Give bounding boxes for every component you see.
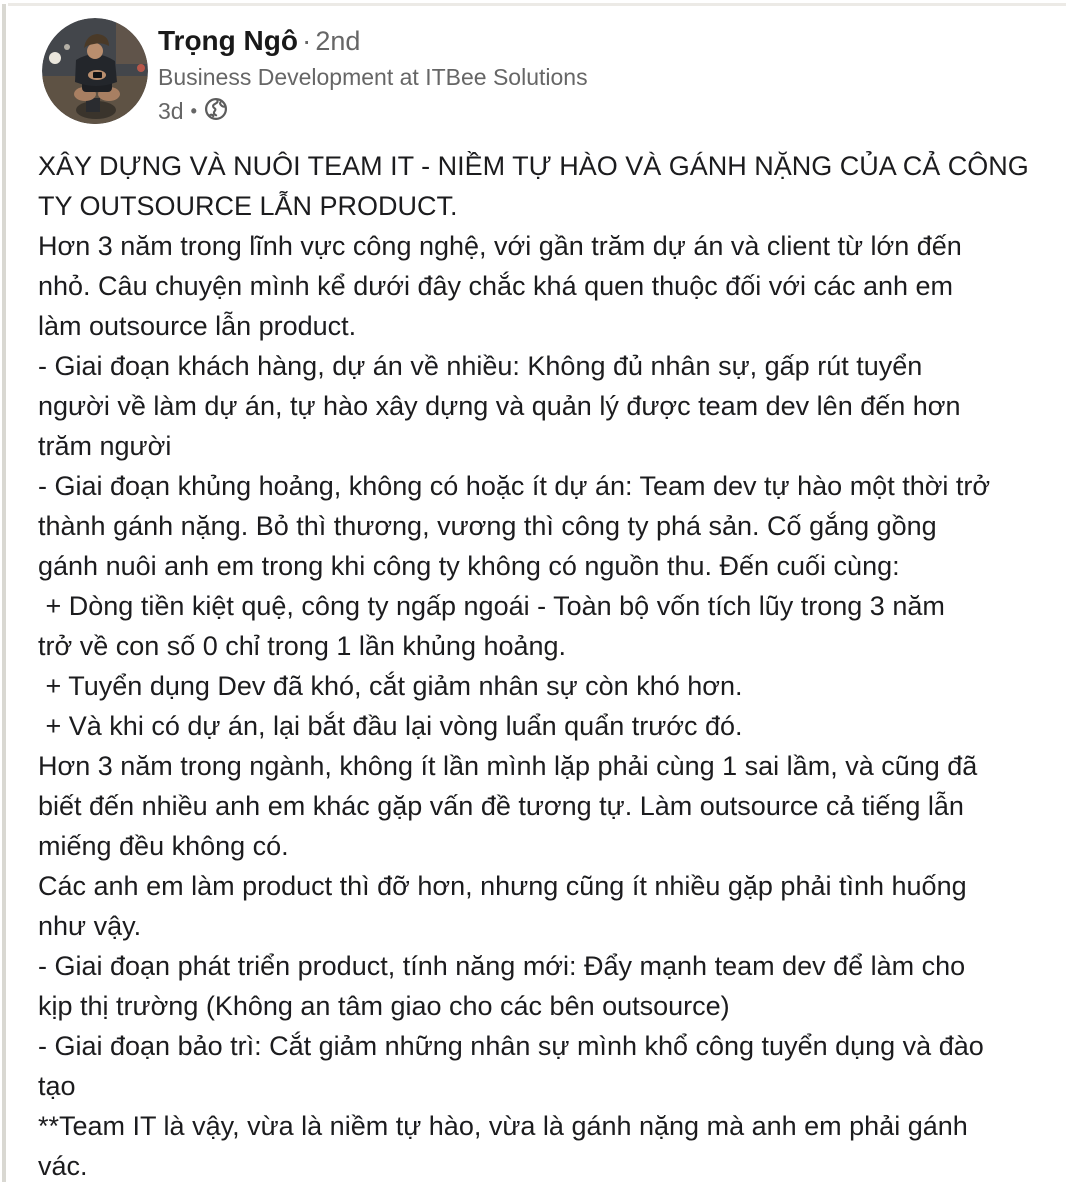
post-line: - Giai đoạn phát triển product, tính năng mới: Đẩy mạnh team dev để làm cho [38, 951, 966, 981]
post-line: - Giai đoạn bảo trì: Cắt giảm những nhân sự mình khổ công tuyển dụng và đào [38, 1031, 984, 1061]
post-line: biết đến nhiều anh em khác gặp vấn đề tương tự. Làm outsource cả tiếng lẫn [38, 791, 964, 821]
post-line: TY OUTSOURCE LẪN PRODUCT. [38, 191, 458, 221]
post-line: + Dòng tiền kiệt quệ, công ty ngấp ngoái - Toàn bộ vốn tích lũy trong 3 năm [38, 591, 945, 621]
card-top-edge [8, 3, 1066, 6]
post-line: **Team IT là vậy, vừa là niềm tự hào, vừa là gánh nặng mà anh em phải gánh [38, 1111, 968, 1141]
connection-degree: 2nd [315, 26, 361, 56]
post-line: XÂY DỰNG VÀ NUÔI TEAM IT - NIỀM TỰ HÀO VÀ GÁNH NẶNG CỦA CẢ CÔNG [38, 151, 1029, 181]
post-line: Hơn 3 năm trong ngành, không ít lần mình lặp phải cùng 1 sai lầm, và cũng đã [38, 751, 978, 781]
post-header [42, 18, 588, 126]
post-body [38, 146, 1050, 1182]
post-line: + Tuyển dụng Dev đã khó, cắt giảm nhân sự còn khó hơn. [38, 671, 743, 701]
header-text [158, 18, 588, 126]
post-line: + Và khi có dự án, lại bắt đầu lại vòng luẩn quẩn trước đó. [38, 711, 743, 741]
avatar-photo [42, 18, 148, 124]
meta-separator: • [190, 100, 197, 121]
post-line: trở về con số 0 chỉ trong 1 lần khủng hoảng. [38, 631, 567, 661]
post-line: miếng đều không có. [38, 831, 289, 861]
post-meta [158, 95, 588, 126]
name-row [158, 25, 588, 57]
post-line: tạo [38, 1071, 76, 1101]
name-separator: · [301, 25, 312, 56]
post-line: - Giai đoạn khách hàng, dự án về nhiều: Không đủ nhân sự, gấp rút tuyển [38, 351, 923, 381]
post-line: làm outsource lẫn product. [38, 311, 357, 341]
post-line: gánh nuôi anh em trong khi công ty không có nguồn thu. Đến cuối cùng: [38, 551, 900, 581]
member-headline: Business Development at ITBee Solutions [158, 64, 588, 90]
post-line: trăm người [38, 431, 172, 461]
post-line: nhỏ. Câu chuyện mình kể dưới đây chắc khá quen thuộc đối với các anh em [38, 271, 954, 301]
post-line: thành gánh nặng. Bỏ thì thương, vương thì công ty phá sản. Cố gắng gồng [38, 511, 937, 541]
post-line: vác. [38, 1151, 88, 1181]
member-name[interactable]: Trọng Ngô [158, 25, 298, 56]
avatar[interactable] [42, 18, 148, 124]
post-line: - Giai đoạn khủng hoảng, không có hoặc ít dự án: Team dev tự hào một thời trở [38, 471, 991, 501]
post-line: người về làm dự án, tự hào xây dựng và quản lý được team dev lên đến hơn [38, 391, 961, 421]
post-line: kịp thị trường (Không an tâm giao cho các bên outsource) [38, 991, 730, 1021]
globe-icon [204, 97, 228, 126]
post-line: Hơn 3 năm trong lĩnh vực công nghệ, với gần trăm dự án và client từ lớn đến [38, 231, 962, 261]
post-line: như vậy. [38, 911, 142, 941]
post-timestamp: 3d [158, 97, 184, 124]
post-line: Các anh em làm product thì đỡ hơn, nhưng cũng ít nhiều gặp phải tình huống [38, 871, 967, 901]
card-left-edge [2, 4, 6, 1182]
